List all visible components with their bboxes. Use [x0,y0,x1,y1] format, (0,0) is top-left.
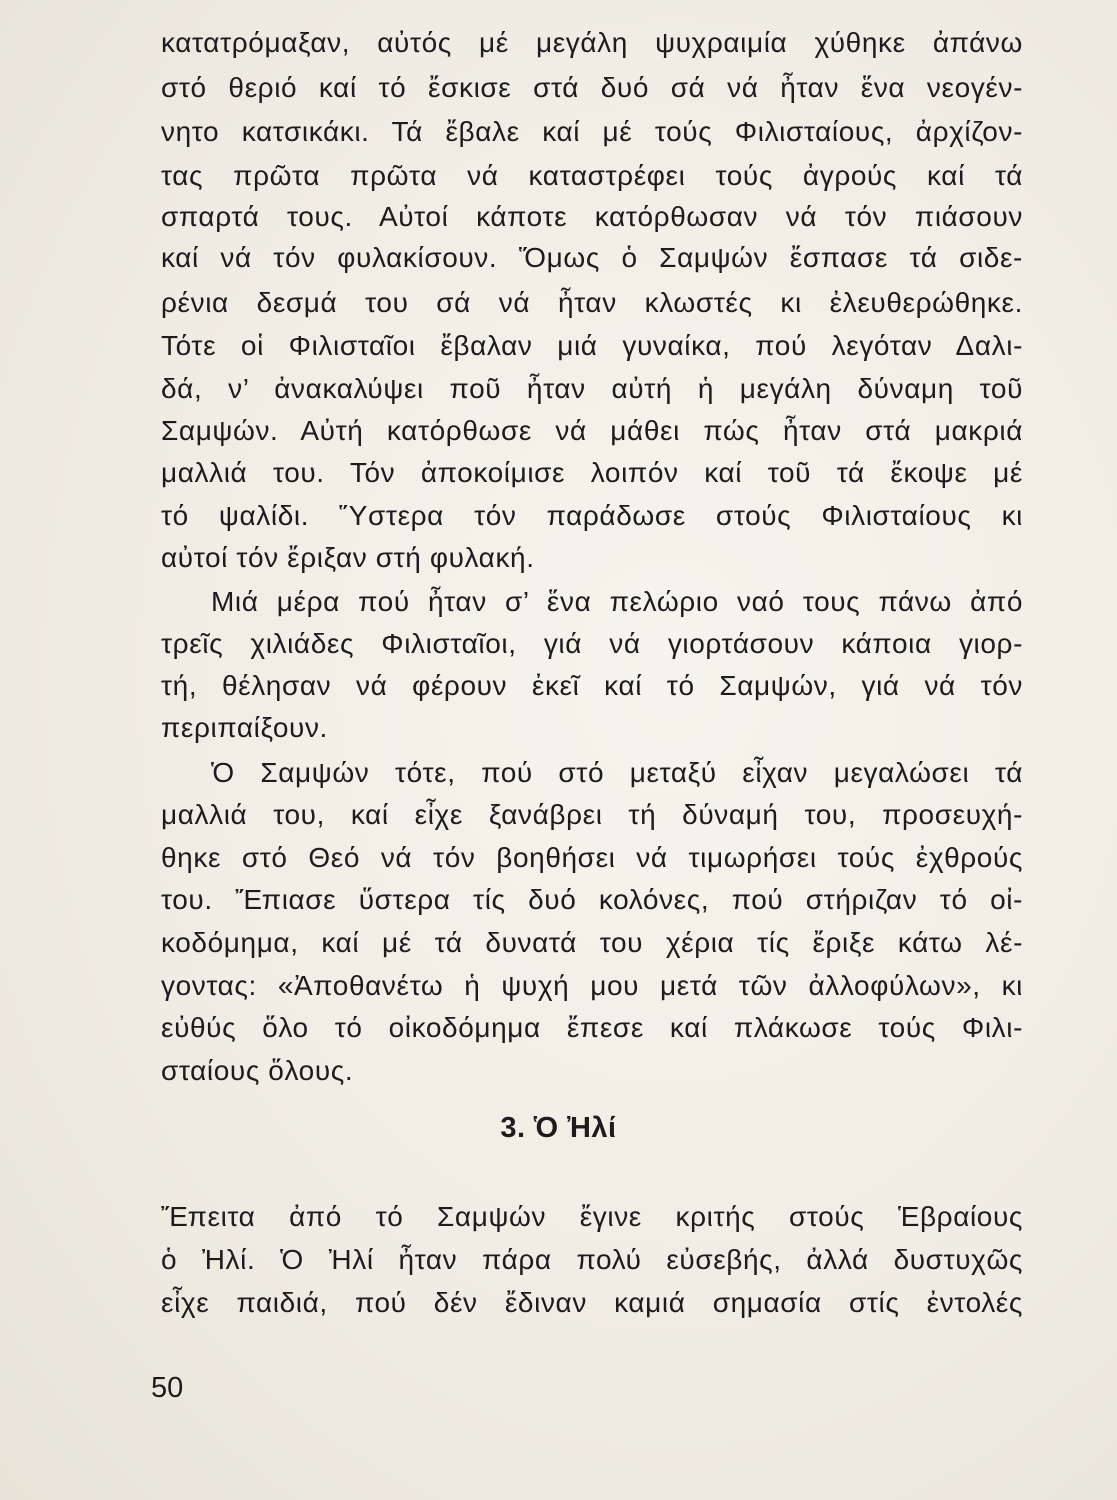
text-line: τρεῖς χιλιάδες Φιλισταῖοι, γιά νά γιορτάσουν κάποια γιορ- [161,628,1023,659]
text-line: σπαρτά τους. Αὐτοί κάποτε κατόρθωσαν νά τόν πιάσουν [161,201,1023,232]
text-line: αὐτοί τόν ἔριξαν στή φυλακή. [161,542,535,573]
text-line: τό ψαλίδι. Ὕστερα τόν παράδωσε στούς Φιλισταίους κι [161,500,1023,531]
text-line: εὐθύς ὅλο τό οἰκοδόμημα ἔπεσε καί πλάκωσε τούς Φιλι- [161,1012,1023,1043]
text-line: νητο κατσικάκι. Τά ἔβαλε καί μέ τούς Φιλισταίους, ἀρχίζον- [161,116,1023,147]
text-line: εἶχε παιδιά, πού δέν ἔδιναν καμιά σημασία στίς ἐντολές [161,1287,1023,1318]
text-line: τας πρῶτα πρῶτα νά καταστρέφει τούς ἀγρούς καί τά [161,160,1023,191]
text-line: σταίους ὅλους. [161,1055,354,1086]
text-line: γοντας: «Ἀποθανέτω ἡ ψυχή μου μετά τῶν ἀλλοφύλων», κι [161,970,1023,1001]
text-line: μαλλιά του, καί εἶχε ξανάβρει τή δύναμή του, προσευχή- [161,799,1023,830]
text-line: ὁ Ἠλί. Ὁ Ἠλί ἦταν πάρα πολύ εὐσεβής, ἀλλά δυστυχῶς [161,1244,1023,1275]
text-line: καί νά τόν φυλακίσουν. Ὅμως ὁ Σαμψών ἔσπασε τά σιδε- [161,242,1023,273]
section-heading: 3. Ὁ Ἠλί [500,1112,617,1144]
text-line: στό θεριό καί τό ἔσκισε στά δυό σά νά ἦταν ἕνα νεογέν- [161,72,1023,103]
text-line: Τότε οἱ Φιλισταῖοι ἔβαλαν μιά γυναίκα, πού λεγόταν Δαλι- [161,330,1023,361]
text-line: κοδόμημα, καί μέ τά δυνατά του χέρια τίς ἔριξε κάτω λέ- [161,927,1023,958]
text-line: τή, θέλησαν νά φέρουν ἐκεῖ καί τό Σαμψών, γιά νά τόν [161,670,1023,701]
text-line: του. Ἔπιασε ὕστερα τίς δυό κολόνες, πού στήριζαν τό οἰ- [161,884,1023,915]
text-line: μαλλιά του. Τόν ἀποκοίμισε λοιπόν καί τοῦ τά ἔκοψε μέ [161,457,1023,488]
text-line: θηκε στό Θεό νά τόν βοηθήσει νά τιμωρήσει τούς ἐχθρούς [161,842,1023,873]
text-line: δά, ν’ ἀνακαλύψει ποῦ ἦταν αὐτή ἡ μεγάλη δύναμη τοῦ [161,373,1023,404]
paragraph-first-line: Ὁ Σαμψών τότε, πού στό μεταξύ εἶχαν μεγαλώσει τά [211,757,1023,788]
text-line: ρένια δεσμά του σά νά ἦταν κλωστές κι ἐλευθερώθηκε. [161,287,1023,318]
text-line: κατατρόμαξαν, αὐτός μέ μεγάλη ψυχραιμία χύθηκε ἀπάνω [161,27,1023,58]
paragraph-first-line: Ἔπειτα ἀπό τό Σαμψών ἔγινε κριτής στούς Ἑβραίους [161,1201,1023,1232]
paragraph-first-line: Μιά μέρα πού ἦταν σ’ ἕνα πελώριο ναό τους πάνω ἀπό [211,586,1023,617]
text-line: περιπαίξουν. [161,712,328,743]
text-line: Σαμψών. Αὐτή κατόρθωσε νά μάθει πώς ἦταν στά μακριά [161,415,1023,446]
page-number: 50 [151,1372,184,1404]
